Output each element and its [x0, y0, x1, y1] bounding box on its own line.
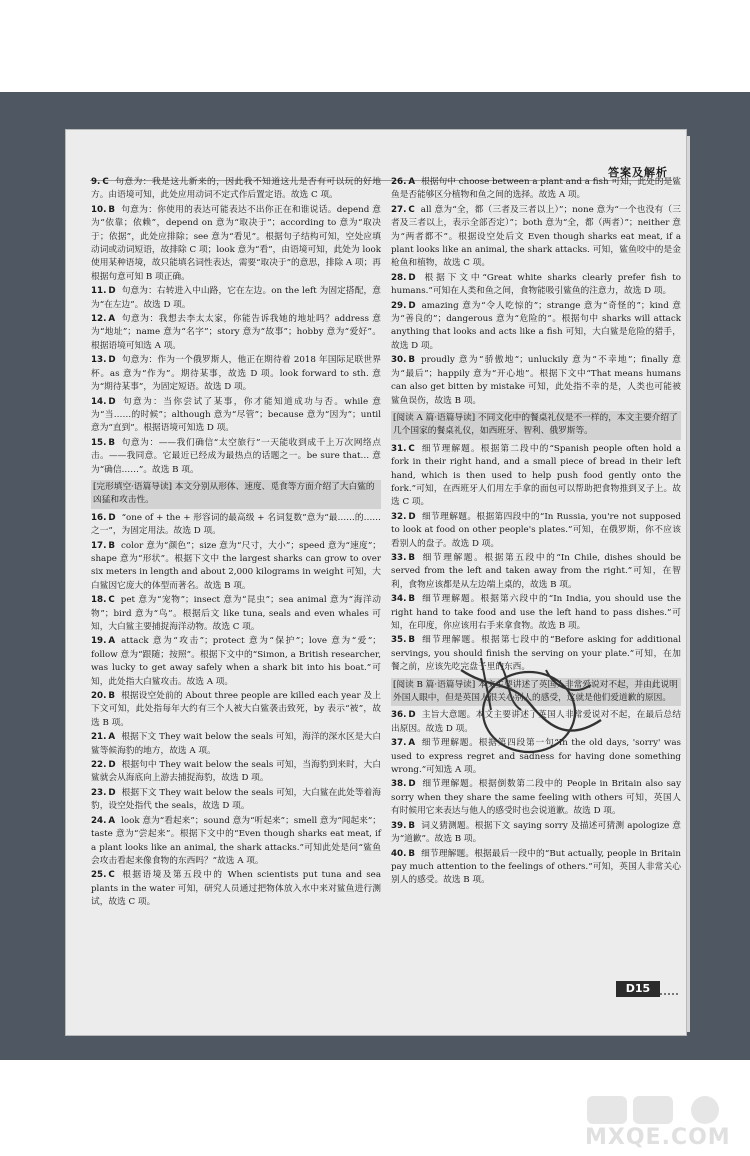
cloze-guide: [完形填空·语篇导读] 本文分别从形体、速度、觅食等方面介绍了大白鲨的凶猛和攻击性。 [91, 480, 381, 509]
item-answer: A [408, 177, 416, 187]
item-number: 25. [91, 870, 107, 881]
handwritten-signature-stamp [451, 650, 606, 770]
item-number: 10. [91, 204, 107, 215]
answer-item [91, 176, 381, 203]
item-explanation: 细节理解题。根据第四段第一句“In the old days, 'sorry' was used to express regret and sadness for having done something wrong.”可知选 A 项。 [391, 738, 681, 776]
answer-item [91, 869, 381, 909]
corner-dots [660, 983, 678, 995]
item-number: 40. [391, 848, 407, 859]
item-explanation: 根据句中 choose between a plant and a fish 可知，此处的是鲨鱼是否能够区分植物和鱼之间的选择。故选 A 项。 [391, 177, 681, 201]
item-answer: C [102, 177, 109, 187]
watermark-logo-icon [585, 1092, 745, 1126]
item-number: 28. [391, 272, 407, 283]
item-explanation: 细节理解题。根据第六段中的“In India, you should use the right hand to take food and use the left hand to pass dishes.”可知，在印度，你应该用右手来拿食物。故选 B 项。 [391, 594, 681, 631]
item-answer: D [408, 272, 416, 283]
answer-item [91, 690, 381, 730]
reading-a-guide: [阅读 A 篇·语篇导读] 不同文化中的餐桌礼仪是不一样的，本文主要介绍了几个国家的餐桌礼仪，如西班牙、智利、俄罗斯等。 [391, 411, 681, 440]
answer-page [66, 130, 686, 1035]
item-number: 16. [91, 512, 107, 523]
item-explanation: 根据设空处前的 About three people are killed each year 及上下文可知，此处指每年大约有三个人被大白鲨袭击致死，by 表示“被”，故选 B 项。 [91, 691, 381, 728]
item-answer: A [108, 314, 116, 325]
page-number-badge: D15 [616, 981, 660, 997]
item-number: 38. [391, 779, 407, 790]
item-explanation: 句意为：你使用的表达可能表达不出你正在和谁说话。depend 意为“依靠；依赖”，depend on 意为“取决于”；according to 意为“取决于；依据”，此处应排除；see 意为“看见”。根据句子结构可知，空处应填动词或动词短语，故排除 C 项；look 意为“看”，由语境可知，此处为 look 使用某种语境，故只能填名词性表达，需要“取决于”的意思，排除 A 项；再根据句意可知 B 项正确。 [91, 204, 381, 282]
item-answer: D [108, 760, 116, 771]
item-answer: B [108, 540, 116, 551]
answer-item [91, 759, 381, 786]
item-explanation: 细节理解题。根据最后一段中的“But actually, people in Britain pay much attention to the feelings of others.”可知，英国人非常关心别人的感受。故选 B 项。 [391, 848, 681, 886]
item-explanation: 根据语境及第五段中的 When scientists put tuna and sea plants in the water 可知，研究人员通过把物体放入水中来对鲨鱼进行测试，故选 C 项。 [91, 870, 381, 908]
left-items-group-1 [91, 176, 381, 477]
item-number: 18. [91, 595, 107, 606]
item-explanation: 细节理解题。根据第二段中的“Spanish people often hold a fork in their right hand, and a small piece of bread in their left hand, which is then used to help push food gently onto the fork.”可知，在西班牙人们用左手拿的面包可以帮助把食物推到叉子上。故选 C 项。 [391, 443, 681, 508]
answer-item [391, 778, 681, 818]
item-number: 29. [391, 300, 407, 311]
item-explanation: 根据下文 They wait below the seals 可知，海洋的深水区是大白鲨等候海豹的地方，故选 A 项。 [91, 732, 381, 756]
item-answer: C [108, 870, 115, 881]
item-explanation: amazing 意为“令人吃惊的”；strange 意为“奇怪的”；kind 意为“善良的”；dangerous 意为“危险的”。根据句中 sharks will attack anything that looks and acts like a fish 可知，大白鲨是危险的猎手，故选 D 项。 [391, 300, 681, 351]
item-number: 24. [91, 815, 107, 826]
answer-item [91, 635, 381, 689]
item-explanation: 主旨大意题。本文主要讲述了英国人非常爱说对不起，在最后总结出原因。故选 D 项。 [391, 710, 681, 734]
item-answer: B [408, 635, 416, 646]
left-items-group-2 [91, 512, 381, 910]
item-answer: B [408, 820, 416, 831]
answer-item [91, 437, 381, 477]
item-explanation: all 意为“全，都（三者及三者以上）”；none 意为“一个也没有（三者及三者以上，表示全部否定）”；both 意为“全，都（两者）”；neither 意为“两者都不”。根据设空处后文 Even though sharks eat meat, if a plant looks like an animal, the shark attacks. 可知，鲨鱼咬中的是金枪鱼和植物，故选 C 项。 [391, 204, 681, 269]
left-column [91, 176, 381, 911]
item-answer: D [408, 511, 416, 522]
item-explanation: look 意为“看起来”；sound 意为“听起来”；smell 意为“闻起来”；taste 意为“尝起来”。根据下文中的“Even though sharks eat meat, if a plant looks like an animal, the shark attacks.”可知此处是问“鲨鱼会攻击看起来像食物的东西吗？”故选 A 项。 [91, 815, 381, 866]
item-answer: D [408, 779, 416, 790]
item-answer: B [108, 204, 116, 215]
item-number: 12. [91, 314, 107, 325]
item-number: 26. [391, 177, 407, 187]
item-explanation: attack 意为“攻击”；protect 意为“保护”；love 意为“爱”；follow 意为“跟随；按照”。根据下文中的“Simon, a British researcher, was lucky to get away safely when a shark bit into his boat.”可知，此处指大白鲨攻击。故选 A 项。 [91, 636, 381, 687]
item-explanation: 根据下文 They wait below the seals 可知，大白鲨在此处等着海豹，设空处指代 the seals，故选 D 项。 [91, 787, 381, 812]
right-column [391, 176, 681, 889]
item-explanation: 根据句中 They wait below the seals 可知，当海豹到来时，大白鲨就会从海底向上游去捕捉海豹，故选 D 项。 [91, 760, 381, 784]
answer-item [91, 594, 381, 634]
answer-item [391, 552, 681, 592]
item-number: 37. [391, 738, 407, 749]
answer-item [391, 272, 681, 299]
item-answer: C [408, 443, 415, 454]
right-items-group-1 [391, 176, 681, 408]
item-explanation: 句意为：我是这儿新来的，因此我不知道这儿是否有可以玩的好地方。由语境可知，此处应用动词不定式作后置定语。故选 C 项。 [91, 177, 381, 201]
item-number: 39. [391, 820, 407, 831]
item-explanation: 细节理解题。根据第七段中的“Before asking for additional servings, you should finish the serving on your plate.”可知，在加餐之前，应该先吃完盘子里的东西。 [391, 635, 681, 673]
item-number: 19. [91, 636, 107, 647]
item-answer: B [408, 355, 416, 366]
answer-item [91, 354, 381, 394]
answer-item [91, 787, 381, 814]
answer-item [91, 396, 381, 436]
item-number: 22. [91, 760, 107, 771]
answer-item [91, 731, 381, 758]
item-answer: D [108, 286, 116, 297]
answer-item [391, 511, 681, 551]
answer-item [391, 176, 681, 203]
item-answer: A [108, 732, 116, 743]
item-answer: C [408, 204, 415, 215]
item-answer: D [108, 787, 116, 798]
item-explanation: 细节理解题。根据第四段中的“In Russia, you're not supposed to look at food on other people's plates.”可知，在俄罗斯，你不应该看别人的盘子。故选 D 项。 [391, 511, 681, 549]
item-answer: A [108, 815, 116, 826]
answer-item [91, 540, 381, 594]
item-explanation: 细节理解题。根据第五段中的“In Chile, dishes should be served from the left and taken away from the right.”可知，在智利，食物应该都是从左边端上桌的，故选 B 项。 [391, 552, 681, 590]
item-answer: B [408, 552, 416, 563]
item-explanation: proudly 意为“骄傲地”；unluckily 意为“不幸地”；finally 意为“最后”；happily 意为“开心地”。根据下文中“That means humans can also get bitten by mistake 可知，此处指不幸的是，人类也可能被鲨鱼误伤，故选 B 项。 [391, 355, 681, 406]
item-number: 35. [391, 635, 407, 646]
site-watermark [585, 1092, 745, 1152]
item-answer: B [408, 848, 416, 859]
answer-item [391, 820, 681, 847]
item-number: 33. [391, 552, 407, 563]
item-answer: D [408, 710, 416, 721]
right-items-group-2 [391, 443, 681, 675]
item-number: 23. [91, 787, 107, 798]
item-number: 30. [391, 355, 407, 366]
item-answer: A [408, 738, 416, 749]
watermark-text: MXQE.COM [585, 1125, 731, 1150]
item-number: 11. [91, 286, 107, 297]
answer-item [391, 443, 681, 510]
item-number: 21. [91, 732, 107, 743]
answer-item [391, 300, 681, 354]
item-explanation: 句意为：当你尝试了某事，你才能知道成功与否。while 意为“当……的时候”；although 意为“尽管”；because 意为“因为”；until 意为“直到”。根据语境可知选 D 项。 [91, 396, 381, 434]
answer-item [91, 285, 381, 312]
item-explanation: 句意为：作为一个俄罗斯人，他正在期待着 2018 年国际足联世界杯。as 意为“作为”。期待某事，故选 D 项。look forward to sth. 意为“期待某事”，为固定短语。故选 D 项。 [91, 355, 381, 393]
item-explanation: 句意为：——我们确信“太空旅行”一天能收到成千上万次网络点击。——我同意。它最近已经成为最热点的话题之一。be sure that… 意为“确信……”。故选 B 项。 [91, 437, 381, 475]
item-number: 13. [91, 355, 107, 366]
item-explanation: pet 意为“宠物”；insect 意为“昆虫”；sea animal 意为“海洋动物”；bird 意为“鸟”。根据后文 like tuna, seals and even whales 可知，大白鲨主要捕捉海洋动物。故选 C 项。 [91, 595, 381, 632]
answer-item [91, 313, 381, 353]
item-explanation: 词义猜测题。根据下文 saying sorry 及描述可猜测 apologize 意为“道歉”。故选 B 项。 [391, 820, 681, 845]
item-answer: C [108, 595, 115, 606]
item-number: 34. [391, 594, 407, 605]
item-number: 14. [91, 396, 107, 407]
answer-item [91, 204, 381, 284]
answer-item [391, 354, 681, 408]
page-header: 答案及解析 [608, 166, 668, 179]
item-answer: B [108, 691, 116, 702]
answer-item [91, 512, 381, 539]
item-answer: B [408, 594, 416, 605]
answer-item [391, 593, 681, 633]
item-number: 9. [91, 177, 101, 187]
item-number: 20. [91, 691, 107, 702]
item-answer: D [408, 300, 416, 311]
item-number: 17. [91, 540, 107, 551]
item-number: 32. [391, 511, 407, 522]
item-explanation: “one of + the + 形容词的最高级 + 名词复数”意为“最……的……之一”，为固定用法。故选 D 项。 [91, 512, 381, 537]
item-answer: B [108, 437, 116, 448]
item-explanation: 句意为：右转进入中山路，它在左边。on the left 为固定搭配，意为“在左边”。故选 D 项。 [91, 286, 381, 310]
reading-b-guide: [阅读 B 篇·语篇导读] 本文主要讲述了英国人非常爱说对不起，并由此说明外国人眼中，但是英国人很关心别人的感受，这就是他们爱道歉的原因。 [391, 678, 681, 707]
item-number: 31. [391, 443, 407, 454]
item-answer: A [108, 636, 116, 647]
item-answer: D [108, 396, 116, 407]
answer-item [91, 815, 381, 869]
item-number: 27. [391, 204, 407, 215]
answer-item [391, 848, 681, 888]
item-explanation: color 意为“颜色”；size 意为“尺寸，大小”；speed 意为“速度”；shape 意为“形状”。根据下文中 the largest sharks can grow to over six meters in length and about 2,000 kilograms in weight 可知，大白鲨因它庞大的体型而著名。故选 B 项。 [91, 540, 381, 591]
item-answer: D [108, 355, 116, 366]
item-explanation: 细节理解题。根据倒数第二段中的 People in Britain also say sorry when they share the same feeling with others 可知，英国人有时候用它来表达与他人的感受时也会说道歉。故选 D 项。 [391, 779, 681, 817]
answer-item [391, 204, 681, 271]
item-explanation: 句意为：我想去李太太家，你能告诉我她的地址吗？address 意为“地址”；name 意为“名字”；story 意为“故事”；hobby 意为“爱好”。根据语境可知选 A 项。 [91, 314, 381, 351]
item-number: 36. [391, 710, 407, 721]
item-explanation: 根据下文中“Great white sharks clearly prefer fish to humans.”可知在人类和鱼之间，食物能吸引鲨鱼的注意力，故选 D 项。 [391, 272, 681, 297]
item-answer: D [108, 512, 116, 523]
item-number: 15. [91, 437, 107, 448]
